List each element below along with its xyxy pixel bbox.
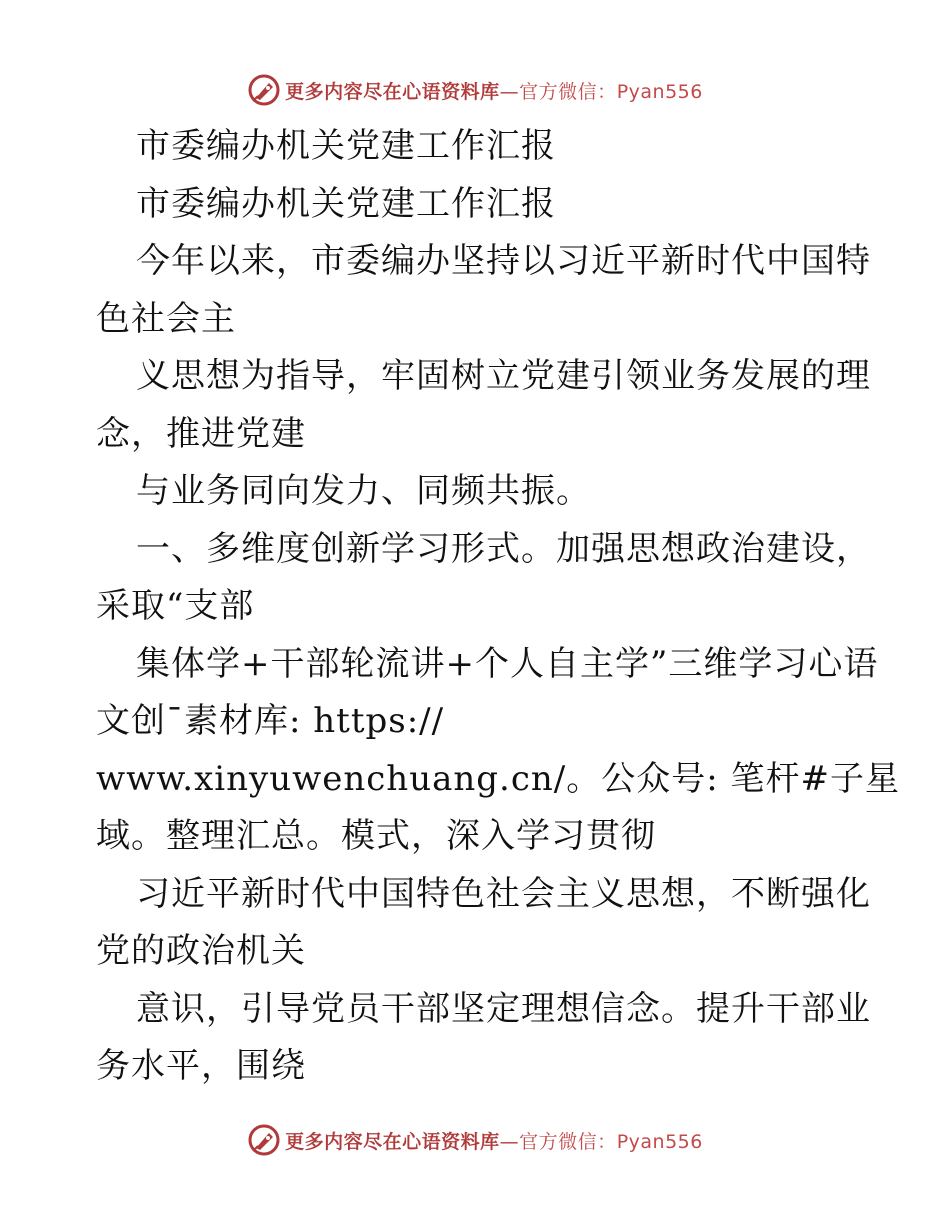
pen-nib-logo-icon bbox=[247, 73, 281, 107]
text-line: 今年以来，市委编办坚持以习近平新时代中国特 bbox=[136, 241, 871, 281]
banner-separator: — bbox=[499, 80, 520, 103]
pen-nib-logo-icon bbox=[247, 1123, 281, 1157]
text-line: 与业务同向发力、同频共振。 bbox=[136, 471, 591, 511]
text-line: 市委编办机关党建工作汇报 bbox=[136, 183, 556, 224]
text-line: 意识，引导党员干部坚定理想信念。提升干部业 bbox=[136, 988, 871, 1029]
text-line: 集体学+干部轮流讲+个人自主学”三维学习心语 bbox=[136, 643, 879, 684]
text-line: 念，推进党建 bbox=[96, 413, 306, 454]
text-line: 采取“支部 bbox=[96, 586, 255, 626]
text-line: 一、多维度创新学习形式。加强思想政治建设， bbox=[136, 528, 871, 569]
text-line: 习近平新时代中国特色社会主义思想，不断强化 bbox=[136, 873, 871, 914]
banner-separator: — bbox=[499, 1130, 520, 1153]
text-line: 域。整理汇总。模式，深入学习贯彻 bbox=[96, 816, 656, 856]
banner-text bbox=[285, 77, 703, 104]
banner-text bbox=[285, 1127, 703, 1154]
footer-banner bbox=[0, 1120, 950, 1160]
document-body bbox=[96, 118, 900, 1096]
text-line: 党的政治机关 bbox=[96, 931, 306, 971]
banner-wechat-label: 官方微信： bbox=[519, 1130, 617, 1153]
text-line: 色社会主 bbox=[96, 298, 236, 339]
banner-wechat-id: Pyan556 bbox=[616, 1130, 703, 1153]
text-line: 文创¯素材库: https:// bbox=[96, 701, 445, 741]
banner-wechat-label: 官方微信： bbox=[519, 80, 617, 103]
text-line: 义思想为指导，牢固树立党建引领业务发展的理 bbox=[136, 356, 871, 396]
header-banner bbox=[0, 70, 950, 110]
text-line: 务水平，围绕 bbox=[96, 1046, 306, 1086]
text-line: 市委编办机关党建工作汇报 bbox=[136, 126, 556, 166]
banner-wechat-id: Pyan556 bbox=[616, 80, 703, 103]
banner-title: 更多内容尽在心语资料库 bbox=[285, 1130, 500, 1153]
banner-title: 更多内容尽在心语资料库 bbox=[285, 80, 500, 103]
text-line: www.xinyuwenchuang.cn/。公众号: 笔杆#子星 bbox=[96, 758, 900, 799]
